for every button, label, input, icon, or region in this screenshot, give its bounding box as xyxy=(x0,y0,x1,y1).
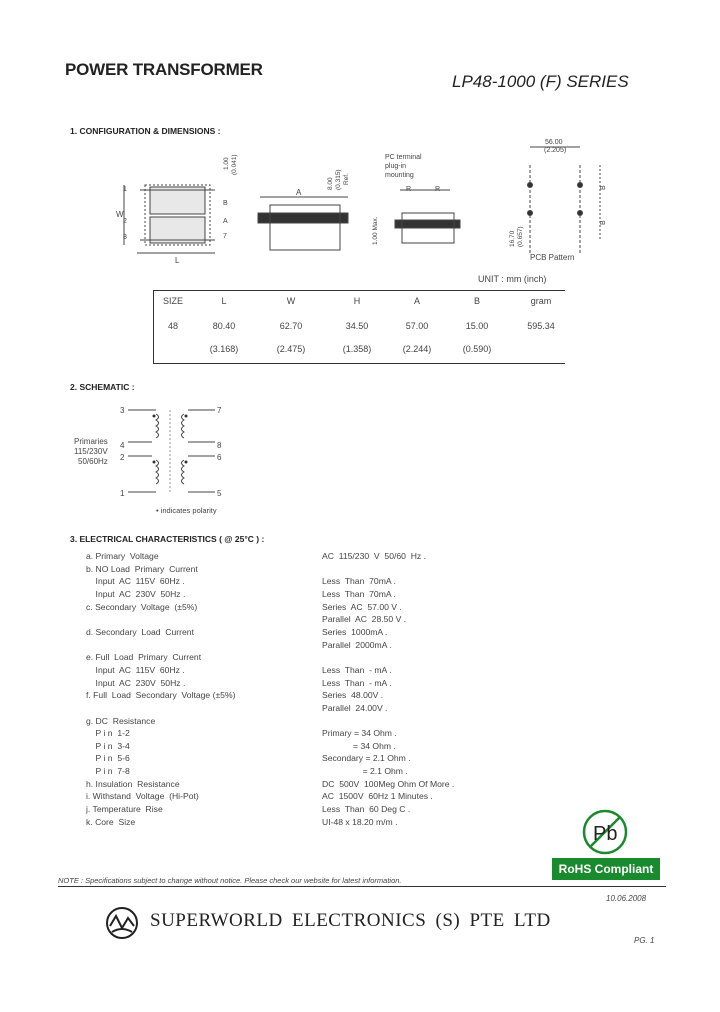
spec-value: UI-48 x 18.20 m/m . xyxy=(322,816,398,827)
spec-value: Secondary = 2.1 Ohm . xyxy=(322,753,411,764)
spec-value: DC 500V 100Meg Ohm Of More . xyxy=(322,778,455,789)
inch-a: (2.244) xyxy=(402,344,432,354)
spec-label: P i n 3-4 xyxy=(86,740,130,751)
page-number: PG. 1 xyxy=(634,936,655,945)
company-name: SUPERWORLD ELECTRONICS (S) PTE LTD xyxy=(150,910,551,931)
col-header-h: H xyxy=(353,296,361,306)
spec-label: d. Secondary Load Current xyxy=(86,626,194,637)
spec-label: Input AC 115V 60Hz . xyxy=(86,664,185,675)
dim-h2-inch: (0.315) xyxy=(335,169,342,190)
spec-value: = 2.1 Ohm . xyxy=(322,766,408,776)
series-name: LP48-1000 (F) SERIES xyxy=(452,72,629,91)
schematic-pin-7: 7 xyxy=(217,406,222,415)
company-logo-icon xyxy=(102,906,142,940)
col-header-gram: gram xyxy=(530,296,552,306)
section-2-heading: 2. SCHEMATIC : xyxy=(70,382,135,392)
dim-side: 16.70 xyxy=(509,230,516,247)
side-view-drawing xyxy=(258,197,348,250)
dim-l-label: L xyxy=(175,256,180,265)
pin-label-3: 3 xyxy=(123,234,127,241)
spec-label: P i n 7-8 xyxy=(86,766,130,776)
dim-b-label: B xyxy=(223,200,228,207)
spec-label: Input AC 230V 50Hz . xyxy=(86,677,186,688)
top-view-drawing xyxy=(124,185,215,253)
dim-h1-inch: (0.041) xyxy=(231,154,238,175)
spec-label: h. Insulation Resistance xyxy=(86,778,180,789)
spec-value: Less Than - mA . xyxy=(322,677,392,688)
pin-label-7: 7 xyxy=(223,233,227,240)
dim-w-label: W xyxy=(116,210,124,219)
spec-value: Series 48.00V . xyxy=(322,690,384,701)
value-h: 34.50 xyxy=(345,321,369,331)
spec-label: e. Full Load Primary Current xyxy=(86,652,202,663)
value-l: 80.40 xyxy=(212,321,236,331)
spec-label: j. Temperature Rise xyxy=(86,804,163,814)
spec-value: = 34 Ohm . xyxy=(322,740,396,751)
dim-a-label: A xyxy=(223,218,228,225)
pin-label-2: 2 xyxy=(123,218,127,225)
spec-value: Parallel 24.00V . xyxy=(322,702,388,713)
schematic-pin-8: 8 xyxy=(217,441,222,450)
spec-label: b. NO Load Primary Current xyxy=(86,563,198,574)
specification-note: NOTE : Specifications subject to change without notice. Please check our website for latest information. xyxy=(58,876,402,885)
pc-terminal-label: PC terminal xyxy=(385,154,422,161)
col-header-size: SIZE xyxy=(162,296,183,306)
primaries-frequency: 50/60Hz xyxy=(78,457,108,466)
spec-label: i. Withstand Voltage (Hi-Pot) xyxy=(86,791,199,802)
spec-value: Series 1000mA . xyxy=(322,626,388,637)
dim-b-pcb-2: B xyxy=(600,220,607,225)
pb-label: Pb xyxy=(593,823,618,845)
spec-label: Input AC 115V 60Hz . xyxy=(86,576,185,587)
plug-in-label: plug-in xyxy=(385,163,407,170)
dimension-drawings xyxy=(110,135,630,270)
spec-value: Primary = 34 Ohm . xyxy=(322,728,397,739)
schematic-pin-1: 1 xyxy=(120,489,125,498)
rohs-compliant-badge: RoHS Compliant xyxy=(552,858,660,880)
spec-value: Parallel AC 28.50 V . xyxy=(322,614,407,625)
dim-r-label: R xyxy=(406,186,412,193)
spec-label: k. Core Size xyxy=(86,816,136,827)
spec-label: g. DC Resistance xyxy=(86,715,156,726)
value-w: 62.70 xyxy=(279,321,303,331)
spec-value: Less Than 70mA . xyxy=(322,576,396,587)
section-1-heading: 1. CONFIGURATION & DIMENSIONS : xyxy=(70,126,221,136)
spec-value: AC 115/230 V 50/60 Hz . xyxy=(322,551,426,561)
col-header-b: B xyxy=(473,296,480,306)
value-size: 48 xyxy=(167,321,178,331)
inch-w: (2.475) xyxy=(276,344,306,354)
spec-value: Less Than - mA . xyxy=(322,664,392,675)
unit-label: UNIT : mm (inch) xyxy=(478,274,547,284)
spec-value: AC 1500V 60Hz 1 Minutes . xyxy=(322,791,433,802)
inch-h: (1.358) xyxy=(342,344,372,354)
spec-label: c. Secondary Voltage (±5%) xyxy=(86,601,198,612)
pin-label-1: 1 xyxy=(123,186,127,193)
col-header-a: A xyxy=(413,296,420,306)
spec-value: Parallel 2000mA . xyxy=(322,639,392,650)
spec-label: f. Full Load Secondary Voltage (±5%) xyxy=(86,690,236,701)
spec-label: a. Primary Voltage xyxy=(86,551,159,561)
spec-label: P i n 1-2 xyxy=(86,728,130,739)
schematic-pin-6: 6 xyxy=(217,453,222,462)
spec-value: Series AC 57.00 V . xyxy=(322,601,402,612)
dim-r-label-2: R xyxy=(435,186,441,193)
value-gram: 595.34 xyxy=(527,321,555,331)
dim-top: 56.00 xyxy=(545,139,563,146)
col-header-l: L xyxy=(221,296,227,306)
document-date: 10.06.2008 xyxy=(606,894,647,903)
dim-h1: 1.00 xyxy=(223,157,230,170)
document-title: POWER TRANSFORMER xyxy=(65,60,263,79)
dim-b-pcb: B xyxy=(600,185,607,190)
col-header-w: W xyxy=(286,296,296,306)
primaries-voltage: 115/230V xyxy=(74,447,108,456)
spec-label: P i n 5-6 xyxy=(86,753,130,764)
pcb-pattern-drawing xyxy=(528,147,601,253)
section-3-heading: 3. ELECTRICAL CHARACTERISTICS ( @ 25°C ) : xyxy=(70,534,265,544)
dimension-table xyxy=(153,290,565,364)
inch-l: (3.168) xyxy=(209,344,239,354)
dim-top-inch: (2.205) xyxy=(544,147,567,154)
dim-a-side-label: A xyxy=(296,188,302,197)
schematic-pin-2: 2 xyxy=(120,453,125,462)
front-view-drawing xyxy=(395,190,460,243)
schematic-pin-4: 4 xyxy=(120,441,125,450)
footer-divider xyxy=(58,886,666,887)
schematic-pin-5: 5 xyxy=(217,489,222,498)
mounting-label: mounting xyxy=(385,172,414,179)
value-a: 57.00 xyxy=(405,321,429,331)
spec-value: Less Than 60 Deg C . xyxy=(322,804,411,814)
schematic-pin-3: 3 xyxy=(120,406,125,415)
dim-ref: Ref. xyxy=(343,173,350,185)
inch-b: (0.590) xyxy=(462,344,492,354)
spec-label: Input AC 230V 50Hz . xyxy=(86,589,186,599)
primaries-label: Primaries xyxy=(74,437,108,446)
dim-side-inch: (0.657) xyxy=(517,226,524,247)
dim-h2: 8.00 xyxy=(327,177,334,190)
spec-value: Less Than 70mA . xyxy=(322,589,396,599)
pb-free-icon xyxy=(580,808,630,856)
pcb-pattern-label: PCB Pattern xyxy=(530,253,575,262)
dim-max: 1.00 Max. xyxy=(372,216,379,245)
value-b: 15.00 xyxy=(465,321,489,331)
polarity-note: • indicates polarity xyxy=(156,506,217,515)
schematic-diagram xyxy=(70,398,250,518)
